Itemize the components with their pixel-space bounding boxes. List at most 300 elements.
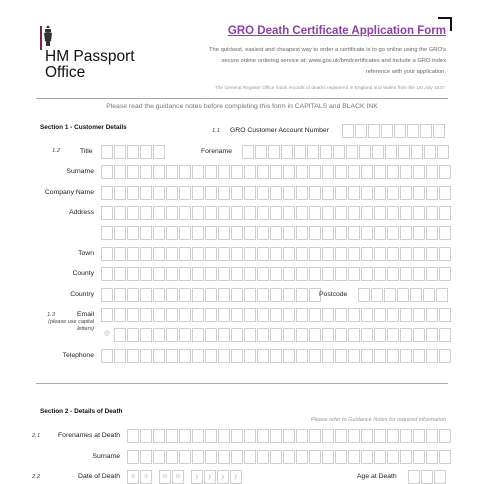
character-box[interactable] [270, 267, 282, 281]
character-box[interactable] [426, 328, 438, 342]
telephone-input[interactable] [101, 349, 451, 363]
character-box[interactable] [335, 349, 347, 363]
character-box[interactable] [374, 226, 386, 240]
character-box[interactable] [257, 206, 269, 220]
forename-input[interactable] [242, 145, 449, 159]
character-box[interactable] [426, 165, 438, 179]
character-box[interactable] [283, 288, 295, 302]
character-box[interactable] [242, 145, 254, 159]
character-box[interactable] [413, 349, 425, 363]
character-box[interactable] [114, 288, 126, 302]
character-box[interactable] [218, 288, 230, 302]
character-box[interactable] [387, 186, 399, 200]
email-line1-input[interactable] [101, 308, 451, 322]
character-box[interactable] [439, 349, 451, 363]
character-box[interactable] [434, 470, 446, 484]
character-box[interactable] [283, 186, 295, 200]
character-box[interactable] [101, 226, 113, 240]
character-box[interactable] [179, 165, 191, 179]
character-box[interactable] [426, 308, 438, 322]
character-box[interactable] [153, 206, 165, 220]
character-box[interactable] [374, 349, 386, 363]
character-box[interactable] [426, 349, 438, 363]
character-box[interactable] [231, 349, 243, 363]
character-box[interactable] [140, 429, 152, 443]
character-box[interactable] [348, 247, 360, 261]
character-box[interactable] [179, 226, 191, 240]
character-box[interactable] [397, 288, 409, 302]
character-box[interactable] [192, 267, 204, 281]
character-box[interactable]: y [217, 470, 229, 484]
character-box[interactable] [179, 349, 191, 363]
character-box[interactable] [424, 145, 436, 159]
character-box[interactable] [296, 267, 308, 281]
character-box[interactable] [348, 450, 360, 464]
character-box[interactable] [244, 206, 256, 220]
character-box[interactable] [257, 450, 269, 464]
character-box[interactable] [270, 328, 282, 342]
character-box[interactable] [309, 267, 321, 281]
character-box[interactable] [413, 226, 425, 240]
character-box[interactable] [127, 429, 139, 443]
character-box[interactable] [322, 308, 334, 322]
character-box[interactable] [296, 328, 308, 342]
character-box[interactable] [205, 308, 217, 322]
character-box[interactable] [166, 267, 178, 281]
character-box[interactable] [335, 165, 347, 179]
character-box[interactable] [309, 429, 321, 443]
character-box[interactable] [140, 206, 152, 220]
character-box[interactable] [309, 349, 321, 363]
character-box[interactable] [127, 145, 139, 159]
character-box[interactable] [205, 349, 217, 363]
character-box[interactable] [296, 308, 308, 322]
character-box[interactable] [231, 206, 243, 220]
character-box[interactable] [413, 206, 425, 220]
character-box[interactable] [426, 450, 438, 464]
character-box[interactable]: @ [101, 328, 113, 342]
character-box[interactable] [244, 186, 256, 200]
character-box[interactable] [218, 186, 230, 200]
character-box[interactable] [400, 247, 412, 261]
character-box[interactable] [335, 429, 347, 443]
character-box[interactable] [374, 267, 386, 281]
character-box[interactable] [359, 145, 371, 159]
character-box[interactable] [296, 288, 308, 302]
character-box[interactable] [387, 328, 399, 342]
character-box[interactable] [437, 145, 449, 159]
character-box[interactable] [179, 288, 191, 302]
character-box[interactable] [296, 429, 308, 443]
character-box[interactable] [192, 226, 204, 240]
character-box[interactable] [335, 247, 347, 261]
character-box[interactable] [413, 429, 425, 443]
character-box[interactable] [387, 267, 399, 281]
character-box[interactable] [270, 429, 282, 443]
character-box[interactable] [114, 267, 126, 281]
character-box[interactable] [166, 226, 178, 240]
character-box[interactable] [166, 308, 178, 322]
age-at-death-input[interactable] [408, 470, 446, 484]
character-box[interactable] [205, 165, 217, 179]
character-box[interactable] [400, 206, 412, 220]
character-box[interactable] [166, 429, 178, 443]
character-box[interactable] [270, 308, 282, 322]
character-box[interactable] [140, 186, 152, 200]
character-box[interactable] [348, 186, 360, 200]
character-box[interactable] [387, 450, 399, 464]
character-box[interactable] [244, 450, 256, 464]
character-box[interactable] [153, 247, 165, 261]
character-box[interactable] [283, 429, 295, 443]
character-box[interactable] [114, 165, 126, 179]
character-box[interactable] [166, 165, 178, 179]
character-box[interactable] [114, 186, 126, 200]
postcode-input[interactable] [358, 288, 448, 302]
character-box[interactable] [413, 308, 425, 322]
character-box[interactable] [374, 247, 386, 261]
character-box[interactable] [255, 145, 267, 159]
character-box[interactable] [257, 349, 269, 363]
character-box[interactable] [140, 226, 152, 240]
character-box[interactable] [257, 226, 269, 240]
character-box[interactable] [166, 288, 178, 302]
character-box[interactable] [348, 165, 360, 179]
character-box[interactable] [205, 288, 217, 302]
character-box[interactable] [127, 226, 139, 240]
character-box[interactable] [244, 288, 256, 302]
character-box[interactable] [413, 328, 425, 342]
character-box[interactable] [387, 429, 399, 443]
character-box[interactable] [439, 267, 451, 281]
character-box[interactable] [218, 165, 230, 179]
character-box[interactable] [348, 349, 360, 363]
character-box[interactable] [283, 267, 295, 281]
character-box[interactable] [413, 450, 425, 464]
character-box[interactable] [101, 308, 113, 322]
character-box[interactable] [153, 267, 165, 281]
character-box[interactable] [335, 186, 347, 200]
character-box[interactable] [423, 288, 435, 302]
character-box[interactable] [387, 206, 399, 220]
character-box[interactable] [140, 450, 152, 464]
character-box[interactable] [426, 429, 438, 443]
character-box[interactable] [322, 429, 334, 443]
character-box[interactable] [387, 247, 399, 261]
character-box[interactable] [387, 349, 399, 363]
character-box[interactable] [322, 165, 334, 179]
character-box[interactable] [192, 186, 204, 200]
character-box[interactable] [218, 429, 230, 443]
character-box[interactable] [244, 226, 256, 240]
character-box[interactable] [270, 288, 282, 302]
character-box[interactable] [153, 429, 165, 443]
character-box[interactable] [114, 206, 126, 220]
character-box[interactable] [439, 450, 451, 464]
character-box[interactable] [179, 450, 191, 464]
character-box[interactable] [348, 267, 360, 281]
character-box[interactable] [283, 206, 295, 220]
character-box[interactable] [205, 186, 217, 200]
character-box[interactable] [101, 186, 113, 200]
character-box[interactable] [361, 247, 373, 261]
character-box[interactable] [439, 308, 451, 322]
character-box[interactable] [218, 328, 230, 342]
character-box[interactable] [268, 145, 280, 159]
character-box[interactable] [400, 226, 412, 240]
character-box[interactable] [439, 226, 451, 240]
character-box[interactable] [127, 450, 139, 464]
character-box[interactable] [426, 186, 438, 200]
character-box[interactable] [127, 247, 139, 261]
character-box[interactable] [205, 328, 217, 342]
character-box[interactable] [101, 267, 113, 281]
character-box[interactable] [421, 470, 433, 484]
character-box[interactable] [400, 186, 412, 200]
character-box[interactable] [322, 206, 334, 220]
character-box[interactable] [426, 267, 438, 281]
character-box[interactable] [127, 288, 139, 302]
character-box[interactable] [192, 429, 204, 443]
character-box[interactable] [153, 328, 165, 342]
character-box[interactable] [400, 308, 412, 322]
character-box[interactable] [192, 328, 204, 342]
character-box[interactable] [407, 124, 419, 138]
character-box[interactable] [257, 328, 269, 342]
character-box[interactable] [231, 308, 243, 322]
character-box[interactable] [309, 308, 321, 322]
character-box[interactable] [140, 165, 152, 179]
character-box[interactable] [283, 450, 295, 464]
character-box[interactable] [218, 226, 230, 240]
character-box[interactable] [385, 145, 397, 159]
character-box[interactable] [283, 247, 295, 261]
character-box[interactable] [166, 186, 178, 200]
character-box[interactable] [296, 247, 308, 261]
character-box[interactable] [296, 206, 308, 220]
character-box[interactable] [348, 328, 360, 342]
character-box[interactable] [335, 328, 347, 342]
character-box[interactable] [179, 186, 191, 200]
character-box[interactable] [413, 186, 425, 200]
character-box[interactable] [294, 145, 306, 159]
character-box[interactable] [192, 349, 204, 363]
character-box[interactable] [426, 247, 438, 261]
character-box[interactable] [140, 288, 152, 302]
character-box[interactable] [192, 247, 204, 261]
character-box[interactable] [410, 288, 422, 302]
surname-input[interactable] [101, 165, 451, 179]
character-box[interactable] [192, 288, 204, 302]
character-box[interactable] [257, 165, 269, 179]
character-box[interactable] [153, 165, 165, 179]
character-box[interactable] [374, 328, 386, 342]
character-box[interactable] [400, 349, 412, 363]
character-box[interactable] [114, 349, 126, 363]
character-box[interactable] [426, 226, 438, 240]
character-box[interactable] [257, 267, 269, 281]
character-box[interactable] [114, 247, 126, 261]
character-box[interactable] [244, 429, 256, 443]
character-box[interactable] [307, 145, 319, 159]
character-box[interactable] [374, 206, 386, 220]
character-box[interactable] [400, 450, 412, 464]
character-box[interactable] [166, 206, 178, 220]
character-box[interactable]: m [159, 470, 171, 484]
character-box[interactable] [281, 145, 293, 159]
character-box[interactable] [394, 124, 406, 138]
character-box[interactable] [231, 165, 243, 179]
character-box[interactable] [192, 206, 204, 220]
character-box[interactable] [361, 429, 373, 443]
character-box[interactable] [348, 206, 360, 220]
character-box[interactable]: y [191, 470, 203, 484]
character-box[interactable] [127, 328, 139, 342]
character-box[interactable] [231, 429, 243, 443]
character-box[interactable] [101, 165, 113, 179]
character-box[interactable] [166, 328, 178, 342]
character-box[interactable] [140, 328, 152, 342]
character-box[interactable] [400, 429, 412, 443]
character-box[interactable] [335, 308, 347, 322]
character-box[interactable] [320, 145, 332, 159]
character-box[interactable] [192, 165, 204, 179]
character-box[interactable] [439, 247, 451, 261]
character-box[interactable] [114, 226, 126, 240]
character-box[interactable] [114, 145, 126, 159]
character-box[interactable] [361, 328, 373, 342]
character-box[interactable] [322, 186, 334, 200]
character-box[interactable] [244, 267, 256, 281]
character-box[interactable]: y [204, 470, 216, 484]
character-box[interactable] [231, 267, 243, 281]
character-box[interactable] [218, 206, 230, 220]
character-box[interactable] [179, 206, 191, 220]
title-input[interactable] [101, 145, 165, 159]
character-box[interactable] [439, 328, 451, 342]
character-box[interactable] [153, 349, 165, 363]
character-box[interactable] [361, 226, 373, 240]
character-box[interactable] [140, 247, 152, 261]
character-box[interactable] [127, 349, 139, 363]
character-box[interactable] [309, 186, 321, 200]
character-box[interactable] [335, 206, 347, 220]
address-line2-input[interactable] [101, 226, 451, 240]
character-box[interactable]: m [172, 470, 184, 484]
character-box[interactable] [205, 429, 217, 443]
character-box[interactable] [439, 165, 451, 179]
character-box[interactable] [153, 186, 165, 200]
character-box[interactable] [346, 145, 358, 159]
character-box[interactable] [426, 206, 438, 220]
character-box[interactable] [322, 247, 334, 261]
character-box[interactable] [270, 247, 282, 261]
country-input[interactable] [101, 288, 321, 302]
character-box[interactable] [361, 450, 373, 464]
character-box[interactable] [322, 226, 334, 240]
character-box[interactable] [361, 267, 373, 281]
county-input[interactable] [101, 267, 451, 281]
character-box[interactable] [322, 349, 334, 363]
character-box[interactable] [153, 308, 165, 322]
character-box[interactable] [296, 226, 308, 240]
character-box[interactable] [166, 450, 178, 464]
character-box[interactable] [127, 308, 139, 322]
character-box[interactable] [114, 328, 126, 342]
forenames-at-death-input[interactable] [127, 429, 451, 443]
account-number-input[interactable] [342, 124, 445, 138]
character-box[interactable] [384, 288, 396, 302]
character-box[interactable] [387, 308, 399, 322]
character-box[interactable] [322, 328, 334, 342]
character-box[interactable] [398, 145, 410, 159]
character-box[interactable] [439, 186, 451, 200]
character-box[interactable] [283, 328, 295, 342]
character-box[interactable] [179, 267, 191, 281]
character-box[interactable] [411, 145, 423, 159]
character-box[interactable] [127, 267, 139, 281]
character-box[interactable] [257, 186, 269, 200]
character-box[interactable] [335, 450, 347, 464]
character-box[interactable] [127, 165, 139, 179]
character-box[interactable] [413, 165, 425, 179]
character-box[interactable]: d [127, 470, 139, 484]
character-box[interactable] [355, 124, 367, 138]
character-box[interactable] [257, 288, 269, 302]
town-input[interactable] [101, 247, 451, 261]
character-box[interactable] [309, 247, 321, 261]
character-box[interactable] [309, 450, 321, 464]
character-box[interactable] [244, 349, 256, 363]
character-box[interactable] [231, 450, 243, 464]
character-box[interactable] [348, 429, 360, 443]
character-box[interactable] [374, 450, 386, 464]
character-box[interactable] [205, 450, 217, 464]
character-box[interactable] [244, 247, 256, 261]
character-box[interactable] [140, 349, 152, 363]
character-box[interactable] [400, 165, 412, 179]
death-surname-input[interactable] [127, 450, 451, 464]
character-box[interactable] [244, 328, 256, 342]
character-box[interactable] [218, 308, 230, 322]
character-box[interactable] [218, 267, 230, 281]
character-box[interactable] [374, 308, 386, 322]
character-box[interactable]: d [140, 470, 152, 484]
character-box[interactable] [400, 267, 412, 281]
character-box[interactable] [371, 288, 383, 302]
character-box[interactable] [179, 328, 191, 342]
character-box[interactable] [114, 308, 126, 322]
character-box[interactable] [420, 124, 432, 138]
character-box[interactable] [140, 267, 152, 281]
character-box[interactable] [413, 267, 425, 281]
character-box[interactable] [205, 267, 217, 281]
character-box[interactable] [296, 186, 308, 200]
character-box[interactable] [192, 308, 204, 322]
character-box[interactable] [270, 450, 282, 464]
email-line2-input[interactable] [101, 328, 451, 342]
character-box[interactable] [296, 450, 308, 464]
character-box[interactable] [127, 206, 139, 220]
character-box[interactable] [218, 349, 230, 363]
character-box[interactable] [361, 186, 373, 200]
character-box[interactable] [166, 247, 178, 261]
character-box[interactable] [372, 145, 384, 159]
character-box[interactable] [231, 288, 243, 302]
character-box[interactable] [342, 124, 354, 138]
character-box[interactable] [257, 308, 269, 322]
character-box[interactable] [140, 308, 152, 322]
